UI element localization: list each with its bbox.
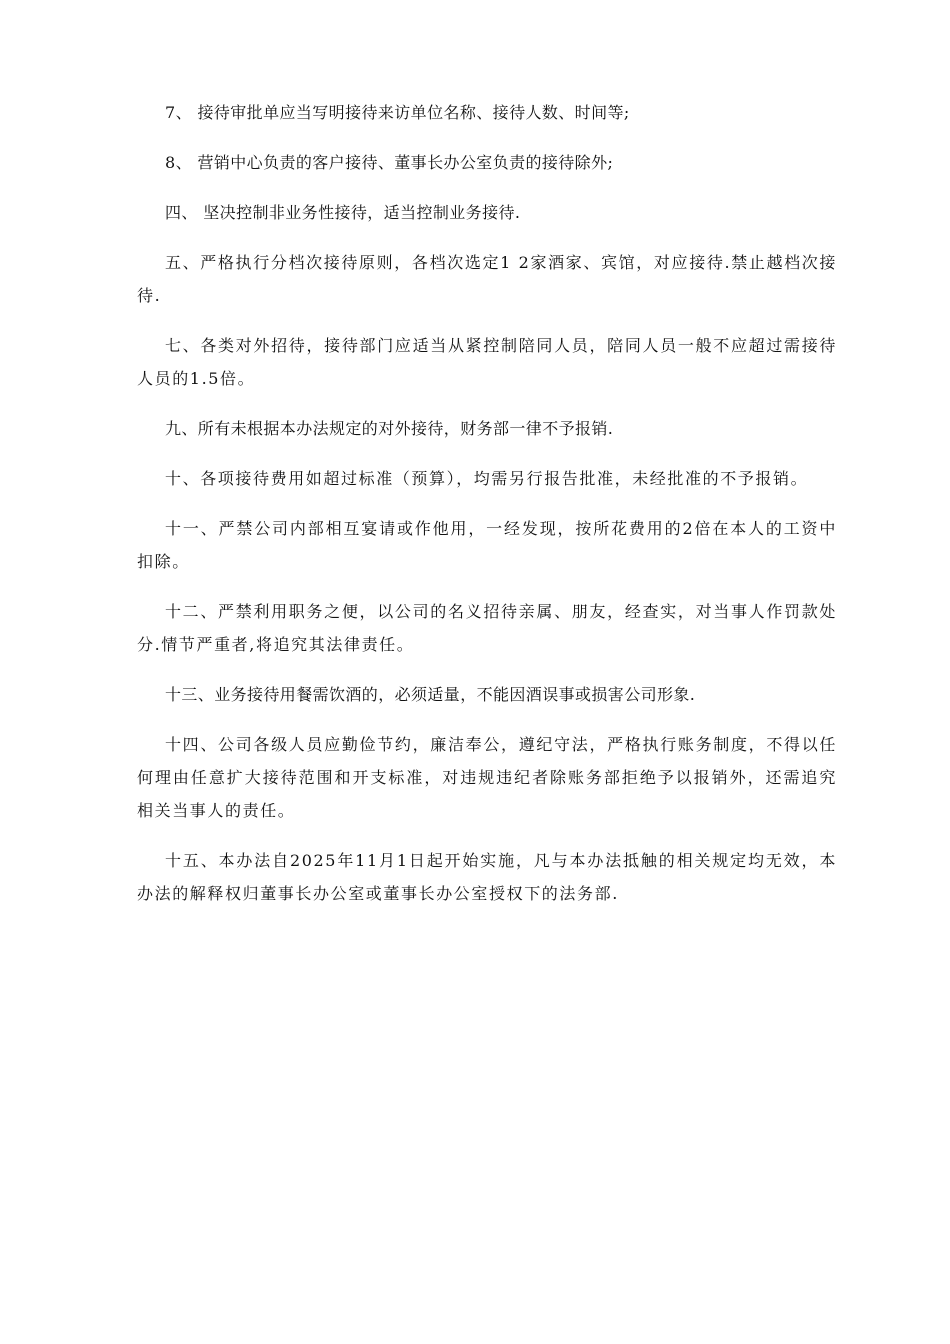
paragraph-item-8: 8、 营销中心负责的客户接待、董事长办公室负责的接待除外;: [165, 153, 614, 172]
paragraph-section-7: 七、各类对外招待，接待部门应适当从紧控制陪同人员，陪同人员一般不应超过需接待人员的1.5倍。: [137, 336, 837, 388]
paragraph-item-7: 7、 接待审批单应当写明接待来访单位名称、接待人数、时间等;: [165, 103, 630, 122]
paragraph-section-4: 四、 坚决控制非业务性接待，适当控制业务接待.: [165, 203, 521, 222]
paragraph-section-14: 十四、公司各级人员应勤俭节约，廉洁奉公，遵纪守法，严格执行账务制度，不得以任何理由任意扩大接待范围和开支标准，对违规违纪者除账务部拒绝予以报销外，还需追究相关当事人的责任。: [137, 735, 837, 820]
paragraph-section-9: 九、所有未根据本办法规定的对外接待，财务部一律不予报销.: [165, 419, 614, 438]
paragraph-section-11: 十一、严禁公司内部相互宴请或作他用，一经发现，按所花费用的2倍在本人的工资中扣除。: [137, 519, 837, 571]
paragraph-section-5: 五、严格执行分档次接待原则，各档次选定1 2家酒家、宾馆，对应接待.禁止越档次接待.: [137, 253, 837, 305]
paragraph-section-13: 十三、业务接待用餐需饮酒的，必须适量，不能因酒误事或损害公司形象.: [165, 685, 696, 704]
paragraph-section-15: 十五、本办法自2025年11月1日起开始实施，凡与本办法抵触的相关规定均无效，本办法的解释权归董事长办公室或董事长办公室授权下的法务部.: [137, 851, 837, 903]
paragraph-section-10: 十、各项接待费用如超过标准（预算），均需另行报告批准，未经批准的不予报销。: [165, 469, 809, 488]
paragraph-section-12: 十二、严禁利用职务之便，以公司的名义招待亲属、朋友，经查实，对当事人作罚款处分.情节严重者,将追究其法律责任。: [137, 602, 837, 654]
document-body: [137, 96, 837, 927]
